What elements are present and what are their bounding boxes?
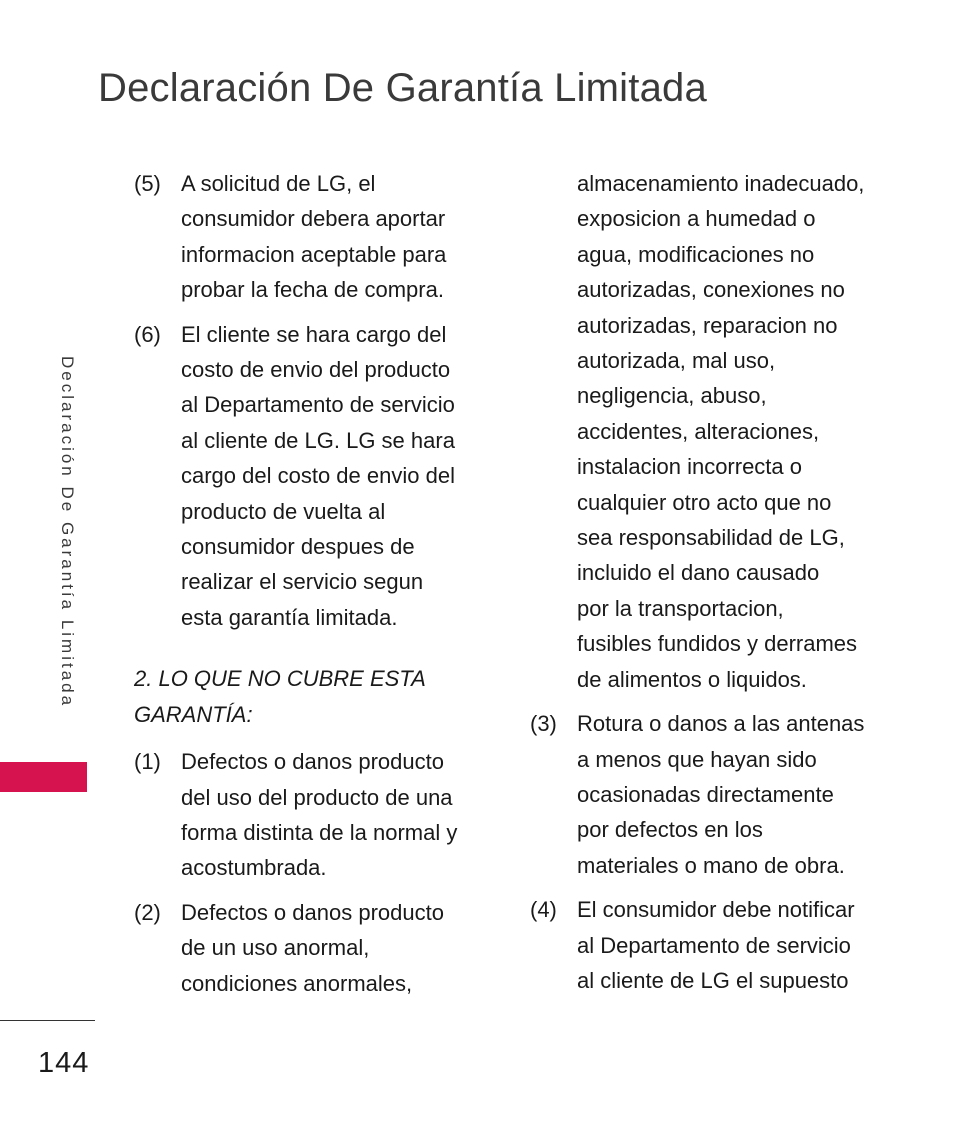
- list-item-number: (4): [530, 897, 557, 923]
- list-item-5: [134, 166, 489, 308]
- list-item-2: [134, 895, 489, 1001]
- right-column: [530, 166, 890, 1007]
- list-item-number: (6): [134, 321, 161, 347]
- list-item-text: Rotura o danos a las antenas a menos que hayan sido ocasionadas directamente por defectos en los materiales o mano de obra.: [577, 711, 865, 878]
- list-item-number: (1): [134, 749, 161, 775]
- list-item-text: Defectos o danos producto de un uso anormal, condiciones anormales,: [181, 899, 444, 996]
- list-item-3: [530, 706, 890, 883]
- list-item-text: El cliente se hara cargo del costo de envio del producto al Departamento de servicio al cliente de LG. LG se hara cargo del costo de envio del producto de vuelta al consumidor despues de realizar el servicio segun esta garantía limitada.: [181, 321, 455, 630]
- list-item-6: [134, 317, 489, 636]
- list-item-1: [134, 744, 489, 886]
- list-item-text: A solicitud de LG, el consumidor debera aportar informacion aceptable para probar la fecha de compra.: [181, 171, 447, 303]
- list-item-number: (2): [134, 899, 161, 925]
- left-column: [134, 166, 489, 1010]
- section-heading: 2. LO QUE NO CUBRE ESTA GARANTÍA:: [134, 666, 426, 727]
- list-item-number: (5): [134, 171, 161, 196]
- page-title: Declaración De Garantía Limitada: [98, 66, 707, 110]
- footer-divider: [0, 1020, 95, 1021]
- page-number: 144: [38, 1047, 90, 1079]
- list-item-text: El consumidor debe notificar al Departamento de servicio al cliente de LG el supuesto: [577, 897, 855, 993]
- sidebar-section-label: Declaración De Garantía Limitada: [58, 356, 77, 709]
- list-item-4: [530, 892, 890, 998]
- list-item-continuation: almacenamiento inadecuado, exposicion a humedad o agua, modificaciones no autorizadas, conexiones no autorizadas, reparacion no autorizada, mal uso, negligencia, abuso, accidentes, alteraciones, instalacion incorrecta o cualquier otro acto que no sea responsabilidad de LG, incluido el dano causado por la transportacion, fusibles fundidos y derrames de alimentos o liquidos.: [577, 171, 865, 692]
- sidebar-section-tab: [0, 762, 87, 792]
- list-item-text: Defectos o danos producto del uso del producto de una forma distinta de la normal y acostumbrada.: [181, 749, 458, 881]
- list-item-number: (3): [530, 711, 557, 737]
